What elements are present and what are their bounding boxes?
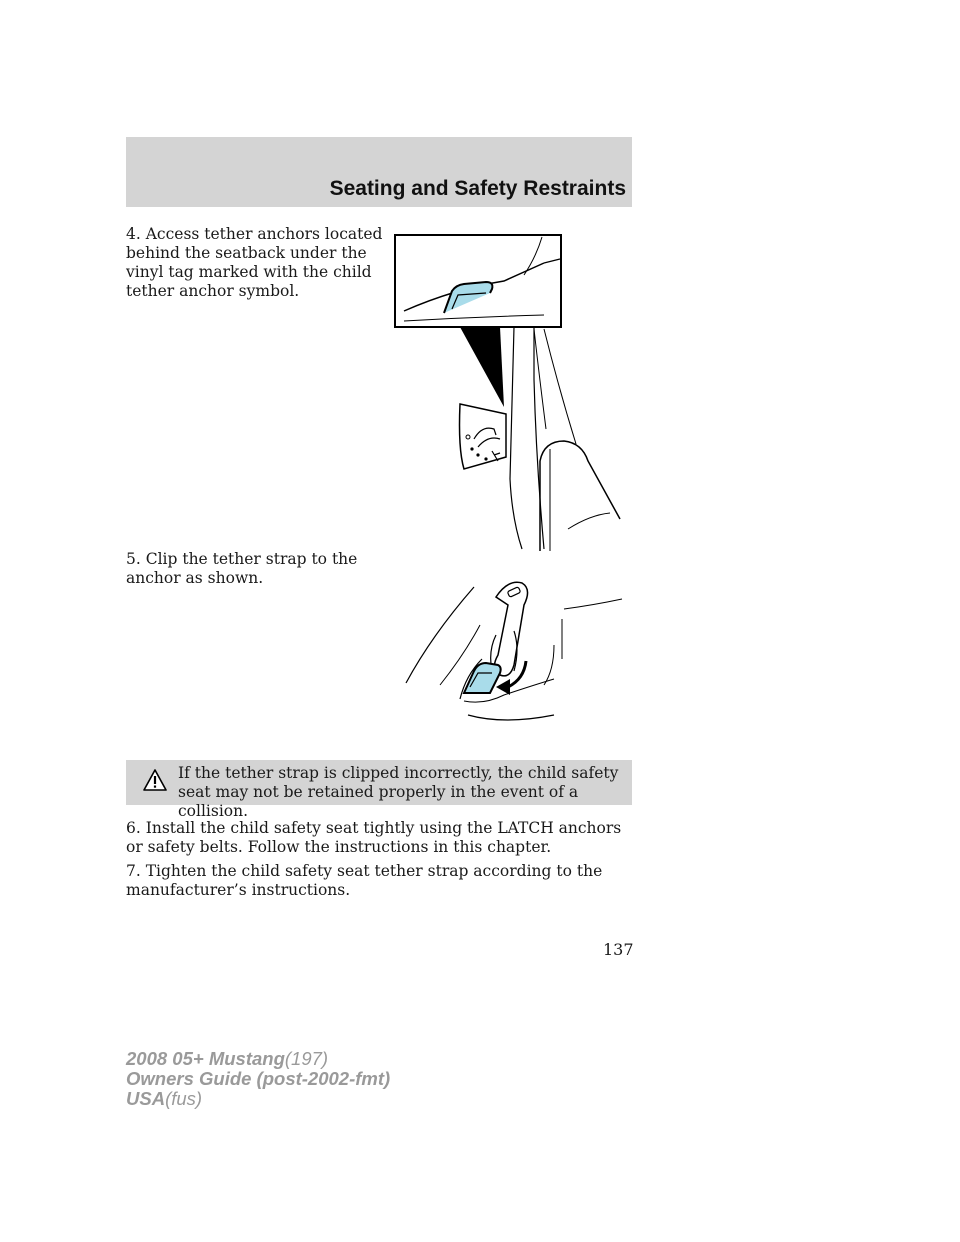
footer-line-1 bbox=[126, 1049, 390, 1069]
section-title: Seating and Safety Restraints bbox=[329, 177, 626, 200]
footer-market-code: (fus) bbox=[165, 1088, 203, 1109]
section-header-band bbox=[126, 137, 632, 207]
step-7-text: 7. Tighten the child safety seat tether strap according to the manufacturer’s instructions. bbox=[126, 862, 603, 899]
document-footer bbox=[126, 1049, 390, 1109]
tether-clip-illustration bbox=[404, 575, 630, 727]
warning-triangle-icon bbox=[143, 769, 167, 791]
tether-anchor-location-illustration bbox=[394, 229, 632, 552]
step-6-text: 6. Install the child safety seat tightly using the LATCH anchors or safety belts. Follow the instructions in this chapter. bbox=[126, 819, 622, 856]
footer-line-3 bbox=[126, 1089, 390, 1109]
footer-line-2 bbox=[126, 1069, 390, 1089]
step-5-text: 5. Clip the tether strap to the anchor as shown. bbox=[126, 550, 358, 587]
footer-market: USA bbox=[126, 1088, 166, 1109]
step-4-text: 4. Access tether anchors located behind the seatback under the vinyl tag marked with the child tether anchor symbol. bbox=[126, 225, 383, 300]
page-number: 137 bbox=[603, 940, 634, 959]
footer-model-code: (197) bbox=[284, 1048, 329, 1069]
warning-text: If the tether strap is clipped incorrectly, the child safety seat may not be retained properly in the event of a collision. bbox=[178, 764, 619, 820]
footer-guide: Owners Guide (post-2002-fmt) bbox=[126, 1068, 391, 1089]
warning-box bbox=[126, 760, 632, 820]
footer-model: 2008 05+ Mustang bbox=[126, 1048, 285, 1069]
